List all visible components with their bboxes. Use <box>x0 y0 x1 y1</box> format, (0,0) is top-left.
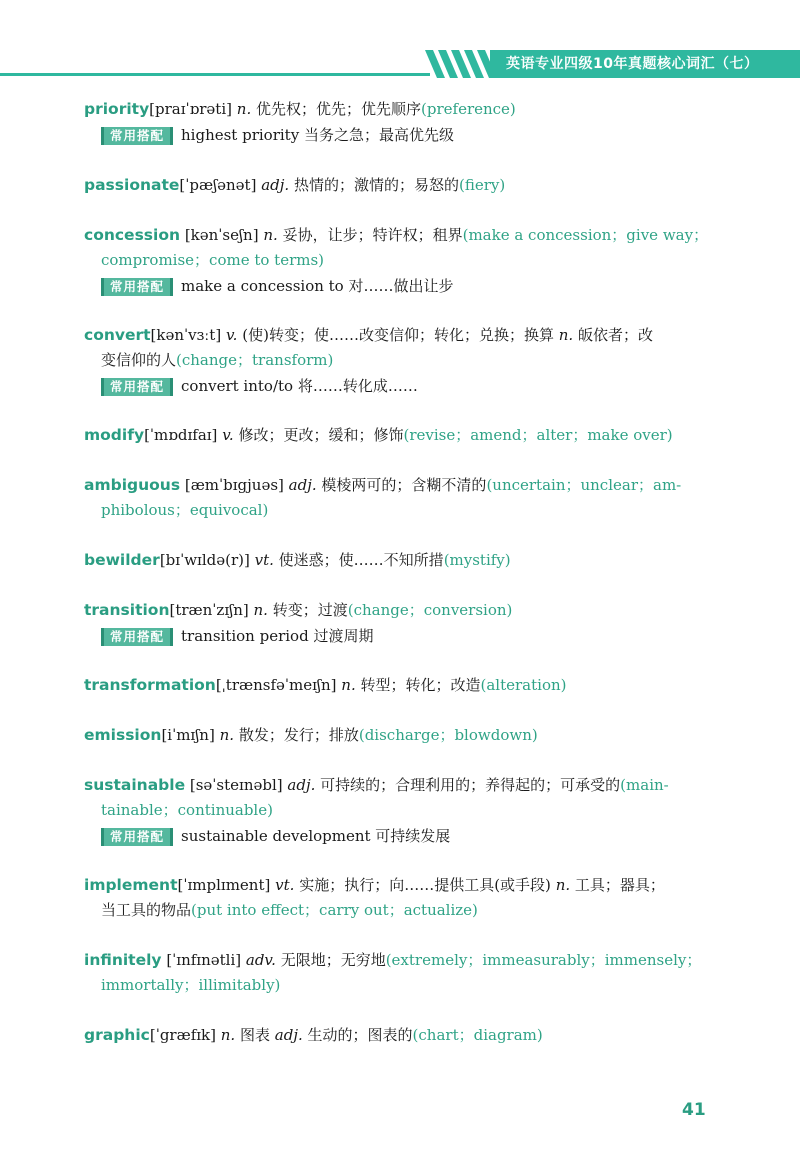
synonyms: (uncertain；unclear；am- <box>486 476 682 494</box>
phonetic: [səˈsteɪnəbl] <box>189 776 283 794</box>
headword: graphic <box>84 1026 150 1044</box>
definition-continued: 当工具的物品 <box>101 901 192 919</box>
definition: 转变；过渡 <box>272 601 348 619</box>
header-rule <box>0 73 430 76</box>
collocation-badge: 常用搭配 <box>101 127 173 145</box>
synonyms: (put into effect；carry out；actualize) <box>191 901 478 919</box>
definition: 无限地；无穷地 <box>280 951 386 969</box>
definition: 转型；转化；改造 <box>360 676 481 694</box>
entry-infinitely <box>84 948 712 998</box>
part-of-speech: adj. <box>287 776 316 794</box>
chapter-title: 英语专业四级10年真题核心词汇（七） <box>506 56 759 72</box>
definition: 模棱两可的；含糊不清的 <box>321 476 487 494</box>
definition: 图表 <box>239 1026 270 1044</box>
collocation <box>84 624 712 649</box>
headword: passionate <box>84 176 180 194</box>
headword: transformation <box>84 676 216 694</box>
synonyms: (change；conversion) <box>347 601 513 619</box>
part-of-speech: vt. <box>275 876 295 894</box>
headword: emission <box>84 726 162 744</box>
synonyms-continued: tainable；continuable) <box>101 801 273 819</box>
entry-concession <box>84 223 712 299</box>
headword: sustainable <box>84 776 186 794</box>
collocation-text: make a concession to 对……做出让步 <box>181 277 454 295</box>
headword: ambiguous <box>84 476 181 494</box>
page-number: 41 <box>682 1100 706 1120</box>
definition: 修改；更改；缓和；修饰 <box>238 426 404 444</box>
collocation <box>84 274 712 299</box>
definition-2: 生动的；图表的 <box>307 1026 413 1044</box>
phonetic: [ˌtrænsfəˈmeɪʃn] <box>215 676 337 694</box>
part-of-speech: n. <box>263 226 278 244</box>
definition: 优先权；优先；优先顺序 <box>256 100 422 118</box>
part-of-speech: n. <box>341 676 356 694</box>
entry-bewilder <box>84 548 712 573</box>
synonyms: (mystify) <box>443 551 511 569</box>
part-of-speech: adj. <box>288 476 317 494</box>
chapter-header <box>490 50 800 78</box>
part-of-speech: adv. <box>245 951 276 969</box>
entry-transition <box>84 598 712 649</box>
phonetic: [trænˈzɪʃn] <box>169 601 249 619</box>
headword: convert <box>84 326 151 344</box>
phonetic: [iˈmɪʃn] <box>161 726 215 744</box>
part-of-speech: adj. <box>261 176 290 194</box>
part-of-speech-2: n. <box>558 326 574 344</box>
headword: concession <box>84 226 181 244</box>
definition: 使迷惑；使……不知所措 <box>278 551 444 569</box>
part-of-speech: v. <box>222 426 234 444</box>
entry-implement <box>84 873 712 923</box>
synonyms-continued: compromise；come to terms) <box>101 251 325 269</box>
definition: (使)转变；使……改变信仰；转化；兑换；换算 <box>242 326 554 344</box>
phonetic: [ˈɪmplɪment] <box>177 876 271 894</box>
definition: 实施；执行；向……提供工具(或手段) <box>299 876 551 894</box>
entry-priority <box>84 97 712 148</box>
definition: 散发；发行；排放 <box>238 726 359 744</box>
phonetic: [ˈpæʃənət] <box>179 176 257 194</box>
collocation-badge: 常用搭配 <box>101 628 173 646</box>
definition-2: 工具；器具； <box>574 876 665 894</box>
phonetic: [ˈɪnfɪnətli] <box>166 951 242 969</box>
entry-passionate <box>84 173 712 198</box>
synonyms-continued: phibolous；equivocal) <box>101 501 269 519</box>
phonetic: [praɪˈɒrəti] <box>149 100 232 118</box>
synonyms: (make a concession；give way； <box>462 226 709 244</box>
collocation-badge: 常用搭配 <box>101 828 173 846</box>
headword: transition <box>84 601 170 619</box>
entry-emission <box>84 723 712 748</box>
phonetic: [bɪˈwɪldə(r)] <box>159 551 250 569</box>
headword: bewilder <box>84 551 160 569</box>
part-of-speech: n. <box>253 601 268 619</box>
definition: 妥协，让步；特许权；租界 <box>282 226 463 244</box>
synonyms: (extremely；immeasurably；immensely； <box>385 951 702 969</box>
synonyms: (fiery) <box>458 176 506 194</box>
entry-sustainable <box>84 773 712 849</box>
collocation-text: transition period 过渡周期 <box>181 627 374 645</box>
part-of-speech: vt. <box>254 551 274 569</box>
headword: priority <box>84 100 150 118</box>
phonetic: [kənˈseʃn] <box>184 226 259 244</box>
synonyms: (preference) <box>421 100 516 118</box>
synonyms: (revise；amend；alter；make over) <box>403 426 673 444</box>
synonyms-continued: immortally；illimitably) <box>101 976 281 994</box>
collocation <box>84 824 712 849</box>
part-of-speech: n. <box>219 726 235 744</box>
headword: modify <box>84 426 145 444</box>
definition: 热情的；激情的；易怒的 <box>293 176 459 194</box>
phonetic: [ˈgræfɪk] <box>149 1026 216 1044</box>
collocation <box>84 374 712 399</box>
part-of-speech-2: n. <box>555 876 571 894</box>
definition: 可持续的；合理利用的；养得起的；可承受的 <box>320 776 621 794</box>
synonyms: (chart；diagram) <box>412 1026 543 1044</box>
phonetic: [æmˈbɪgjuəs] <box>184 476 284 494</box>
synonyms: (change；transform) <box>176 351 334 369</box>
collocation-text: convert into/to 将……转化成…… <box>181 377 418 395</box>
part-of-speech: n. <box>236 100 252 118</box>
entry-convert <box>84 323 712 399</box>
entry-modify <box>84 423 712 448</box>
phonetic: [ˈmɒdɪfaɪ] <box>144 426 218 444</box>
collocation-badge: 常用搭配 <box>101 278 173 296</box>
collocation-text: highest priority 当务之急；最高优先级 <box>181 126 454 144</box>
entry-ambiguous <box>84 473 712 523</box>
headword: implement <box>84 876 178 894</box>
collocation-badge: 常用搭配 <box>101 378 173 396</box>
phonetic: [kənˈvɜːt] <box>150 326 222 344</box>
headword: infinitely <box>84 951 162 969</box>
part-of-speech-2: adj. <box>274 1026 303 1044</box>
entry-graphic <box>84 1023 712 1048</box>
synonyms: (alteration) <box>480 676 567 694</box>
synonyms: (discharge；blowdown) <box>358 726 538 744</box>
collocation-text: sustainable development 可持续发展 <box>181 827 451 845</box>
collocation <box>84 123 712 148</box>
part-of-speech: n. <box>220 1026 236 1044</box>
synonyms: (main- <box>620 776 669 794</box>
definition-continued: 变信仰的人 <box>101 351 177 369</box>
part-of-speech: v. <box>225 326 238 344</box>
entry-transformation <box>84 673 712 698</box>
definition-2: 皈依者；改 <box>577 326 653 344</box>
